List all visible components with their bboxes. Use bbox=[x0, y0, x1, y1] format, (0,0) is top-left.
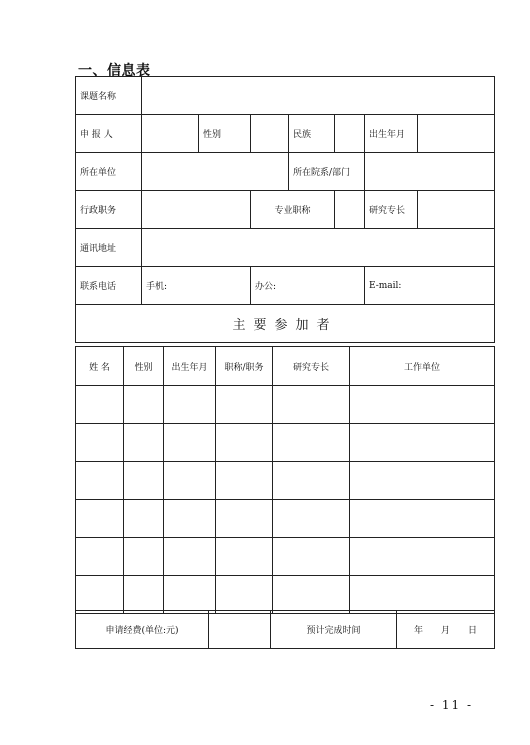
research-label: 研究专长 bbox=[365, 191, 418, 229]
funding-field[interactable] bbox=[209, 611, 271, 649]
participants-table bbox=[75, 346, 495, 614]
page-heading: 一、信息表 bbox=[78, 63, 151, 79]
participant-cell[interactable] bbox=[124, 462, 164, 500]
dept-label: 所在院系/部门 bbox=[289, 153, 365, 191]
prof-title-field[interactable] bbox=[335, 191, 365, 229]
topic-field[interactable] bbox=[142, 77, 495, 115]
participant-cell[interactable] bbox=[216, 462, 273, 500]
participant-cell[interactable] bbox=[273, 576, 350, 614]
participant-cell[interactable] bbox=[124, 576, 164, 614]
participant-cell[interactable] bbox=[350, 424, 495, 462]
page-number: - 11 - bbox=[430, 698, 474, 712]
participants-section-title: 主要参加者 bbox=[76, 305, 495, 343]
participant-cell[interactable] bbox=[164, 500, 216, 538]
participant-cell[interactable] bbox=[124, 538, 164, 576]
unit-label: 所在单位 bbox=[76, 153, 142, 191]
participant-col-header: 职称/职务 bbox=[216, 347, 273, 386]
mobile-field[interactable]: 手机: bbox=[142, 267, 251, 305]
address-label: 通讯地址 bbox=[76, 229, 142, 267]
participant-col-header: 姓 名 bbox=[76, 347, 124, 386]
ethnicity-field[interactable] bbox=[335, 115, 365, 153]
participant-col-header: 工作单位 bbox=[350, 347, 495, 386]
research-field[interactable] bbox=[418, 191, 495, 229]
table-row bbox=[76, 538, 495, 576]
participant-cell[interactable] bbox=[350, 462, 495, 500]
completion-label: 预计完成时间 bbox=[271, 611, 397, 649]
applicant-label: 申 报 人 bbox=[76, 115, 142, 153]
participant-cell[interactable] bbox=[216, 576, 273, 614]
participant-cell[interactable] bbox=[164, 538, 216, 576]
topic-label: 课题名称 bbox=[76, 77, 142, 115]
participant-cell[interactable] bbox=[350, 500, 495, 538]
participant-col-header: 性别 bbox=[124, 347, 164, 386]
info-table bbox=[75, 76, 495, 343]
participant-cell[interactable] bbox=[76, 386, 124, 424]
participant-cell[interactable] bbox=[76, 500, 124, 538]
participant-cell[interactable] bbox=[350, 386, 495, 424]
office-field[interactable]: 办公: bbox=[251, 267, 365, 305]
participant-cell[interactable] bbox=[76, 538, 124, 576]
ethnicity-label: 民族 bbox=[289, 115, 335, 153]
prof-title-label: 专业职称 bbox=[251, 191, 335, 229]
participant-cell[interactable] bbox=[76, 424, 124, 462]
participant-cell[interactable] bbox=[273, 538, 350, 576]
participant-cell[interactable] bbox=[273, 500, 350, 538]
participant-cell[interactable] bbox=[350, 576, 495, 614]
applicant-field[interactable] bbox=[142, 115, 199, 153]
participant-cell[interactable] bbox=[216, 424, 273, 462]
admin-post-field[interactable] bbox=[142, 191, 251, 229]
participant-cell[interactable] bbox=[164, 424, 216, 462]
birth-field[interactable] bbox=[418, 115, 495, 153]
address-field[interactable] bbox=[142, 229, 495, 267]
dept-field[interactable] bbox=[365, 153, 495, 191]
admin-post-label: 行政职务 bbox=[76, 191, 142, 229]
participant-cell[interactable] bbox=[273, 462, 350, 500]
participant-cell[interactable] bbox=[164, 576, 216, 614]
participant-cell[interactable] bbox=[76, 462, 124, 500]
participant-cell[interactable] bbox=[164, 462, 216, 500]
gender-label: 性别 bbox=[199, 115, 251, 153]
participant-cell[interactable] bbox=[76, 576, 124, 614]
table-row bbox=[76, 424, 495, 462]
participant-cell[interactable] bbox=[216, 538, 273, 576]
email-field[interactable]: E-mail: bbox=[365, 267, 495, 305]
participant-cell[interactable] bbox=[273, 386, 350, 424]
table-row bbox=[76, 500, 495, 538]
participant-cell[interactable] bbox=[350, 538, 495, 576]
participant-col-header: 研究专长 bbox=[273, 347, 350, 386]
table-row bbox=[76, 462, 495, 500]
participant-cell[interactable] bbox=[164, 386, 216, 424]
participant-cell[interactable] bbox=[124, 500, 164, 538]
participant-cell[interactable] bbox=[273, 424, 350, 462]
completion-date-field[interactable]: 年 月 日 bbox=[397, 611, 495, 649]
unit-field[interactable] bbox=[142, 153, 289, 191]
phone-label: 联系电话 bbox=[76, 267, 142, 305]
participant-cell[interactable] bbox=[124, 386, 164, 424]
birth-label: 出生年月 bbox=[365, 115, 418, 153]
participant-col-header: 出生年月 bbox=[164, 347, 216, 386]
funding-label: 申请经费(单位:元) bbox=[76, 611, 209, 649]
participant-cell[interactable] bbox=[216, 386, 273, 424]
participant-cell[interactable] bbox=[216, 500, 273, 538]
funding-table bbox=[75, 610, 495, 649]
table-row bbox=[76, 576, 495, 614]
participant-cell[interactable] bbox=[124, 424, 164, 462]
table-row bbox=[76, 386, 495, 424]
gender-field[interactable] bbox=[251, 115, 289, 153]
